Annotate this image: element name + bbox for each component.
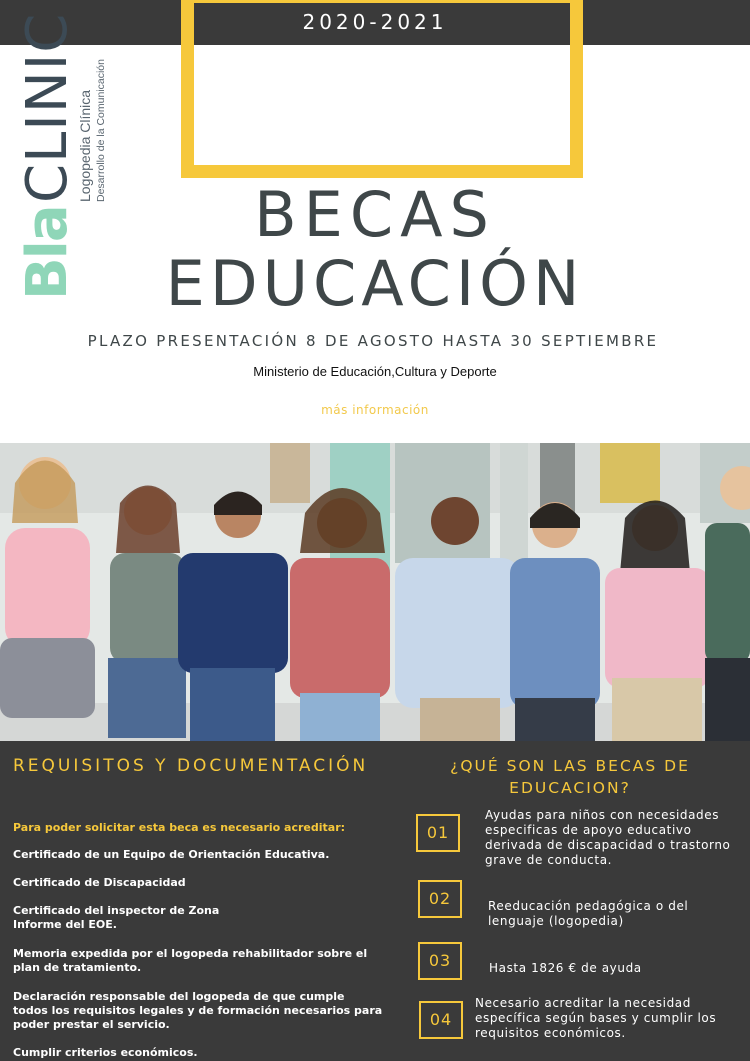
title-line-1: BECAS	[254, 178, 496, 251]
item-text-01: Ayudas para niños con necesidades especificas de apoyo educativo derivada de discapacidad o trastorno grave de conducta.	[485, 808, 731, 867]
requirement-item: Certificado de un Equipo de Orientación Educativa.	[13, 848, 330, 861]
school-year: 2020-2021	[302, 10, 448, 34]
frame-inner	[194, 45, 544, 150]
requirements-intro: Para poder solicitar esta beca es necesario acreditar:	[13, 821, 346, 834]
title-line-2: EDUCACIÓN	[165, 247, 585, 320]
requirement-item: Certificado del inspector de Zona	[13, 904, 220, 917]
what-title: ¿QUÉ SON LAS BECAS DE EDUCACION?	[450, 757, 690, 797]
ministry-text: Ministerio de Educación,Cultura y Deporte	[253, 364, 497, 379]
children-photo	[0, 443, 750, 741]
requirements-title: REQUISITOS Y DOCUMENTACIÓN	[13, 756, 369, 776]
requirement-item: Informe del EOE.	[13, 918, 117, 931]
requirement-item: Memoria expedida por el logopeda rehabilitador sobre el plan de tratamiento.	[13, 947, 368, 974]
logo-bla: Bla	[15, 206, 80, 300]
item-text-02: Reeducación pedagógica o del lenguaje (logopedia)	[488, 899, 689, 928]
logo-clinic: CLINIC	[15, 12, 80, 203]
more-info-link[interactable]: más información	[321, 403, 429, 417]
requirement-item: Cumplir criterios económicos.	[13, 1046, 198, 1059]
item-number-03: 03	[418, 942, 462, 980]
deadline-text: PLAZO PRESENTACIÓN 8 DE AGOSTO HASTA 30 SEPTIEMBRE	[87, 332, 659, 350]
item-number-04: 04	[419, 1001, 463, 1039]
requirement-item: Declaración responsable del logopeda de que cumple todos los requisitos legales y de formación necesarios para poder prestar el servicio.	[13, 990, 383, 1031]
children-photo-illustration	[0, 443, 750, 741]
requirement-item: Certificado de Discapacidad	[13, 876, 186, 889]
item-number-01: 01	[416, 814, 460, 852]
item-number-02: 02	[418, 880, 462, 918]
item-text-03: Hasta 1826 € de ayuda	[489, 961, 642, 975]
logo-tagline: Desarrollo de la Comunicación	[95, 59, 107, 202]
logo-subtitle: Logopedia Clínica	[77, 89, 93, 202]
item-text-04: Necesario acreditar la necesidad específica según bases y cumplir los requisitos económicos.	[475, 996, 717, 1040]
